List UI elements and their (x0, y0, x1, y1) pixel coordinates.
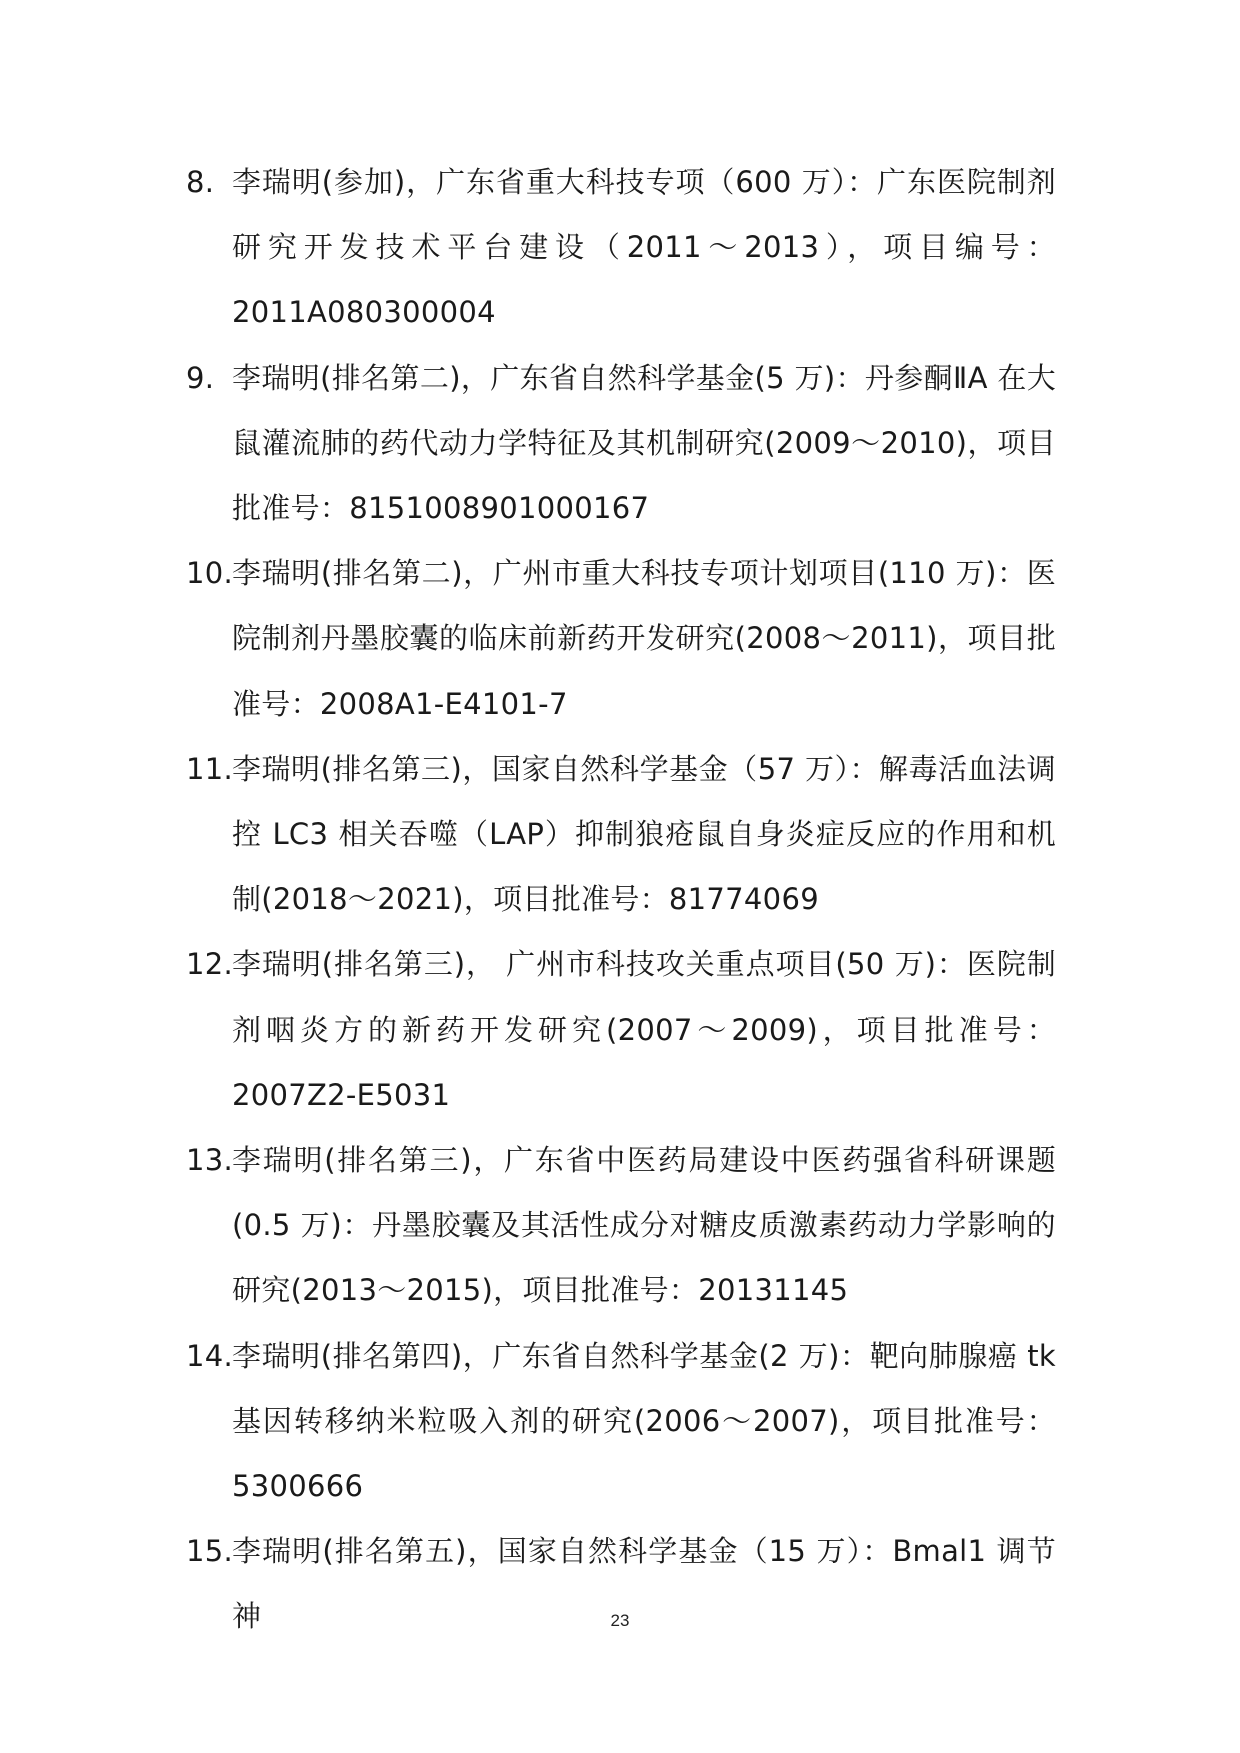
list-item (186, 346, 1056, 542)
item-number: 15. (186, 1534, 234, 1569)
item-number: 8. (186, 165, 215, 199)
list-item (186, 150, 1056, 346)
list-item (186, 737, 1056, 933)
item-number: 11. (186, 751, 234, 786)
item-number: 9. (186, 360, 215, 395)
item-number: 13. (186, 1143, 234, 1178)
item-text: 李瑞明(排名第三)， 广州市科技攻关重点项目(50 万)：医院制剂咽炎方的新药开发研究(2007～2009)，项目批准号：2007Z2-E5031 (232, 947, 1056, 1112)
funding-project-list (186, 150, 1056, 1650)
item-text: 李瑞明(排名第三)，国家自然科学基金（57 万）：解毒活血法调控 LC3 相关吞噬（LAP）抑制狼疮鼠自身炎症反应的作用和机制(2018～2021)，项目批准号：81774069 (232, 751, 1056, 917)
item-text: 李瑞明(排名第四)，广东省自然科学基金(2 万)：靶向肺腺癌 tk 基因转移纳米粒吸入剂的研究(2006～2007)，项目批准号：5300666 (232, 1338, 1056, 1504)
page-number: 23 (610, 1611, 630, 1630)
item-number: 10. (186, 556, 234, 591)
item-number: 14. (186, 1338, 234, 1373)
list-item (186, 1128, 1056, 1324)
item-text: 李瑞明(排名第二)，广州市重大科技专项计划项目(110 万)：医院制剂丹墨胶囊的临床前新药开发研究(2008～2011)，项目批准号：2008A1-E4101-7 (232, 556, 1056, 721)
list-item (186, 932, 1056, 1128)
item-text: 李瑞明(排名第三)，广东省中医药局建设中医药强省科研课题(0.5 万)：丹墨胶囊及其活性成分对糖皮质激素药动力学影响的研究(2013～2015)，项目批准号：20131145 (232, 1143, 1056, 1308)
item-number: 12. (186, 947, 234, 982)
list-item (186, 541, 1056, 737)
item-text: 李瑞明(排名第五)，国家自然科学基金（15 万）：Bmal1 调节神 (232, 1534, 1056, 1634)
item-text: 李瑞明(参加)，广东省重大科技专项（600 万）：广东医院制剂研究开发技术平台建设（2011～2013），项目编号：2011A080300004 (232, 165, 1056, 330)
item-text: 李瑞明(排名第二)，广东省自然科学基金(5 万)：丹参酮ⅡA 在大鼠灌流肺的药代动力学特征及其机制研究(2009～2010)，项目批准号：8151008901000167 (232, 360, 1056, 526)
list-item (186, 1324, 1056, 1520)
